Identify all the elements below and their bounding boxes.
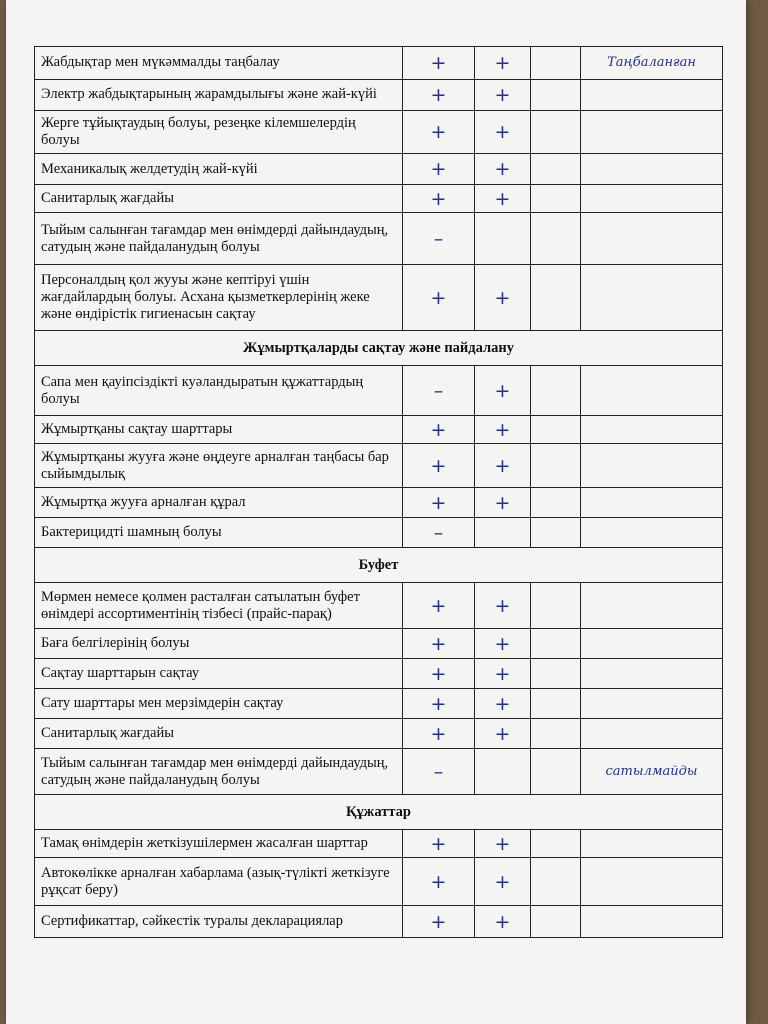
check-mark-1: + [403,858,475,906]
check-mark-2: + [475,830,531,858]
check-mark-1: + [403,906,475,938]
table-row [35,366,723,416]
check-mark-2: + [475,265,531,331]
check-mark-1: + [403,111,475,154]
check-mark-1: + [403,80,475,111]
check-mark-3 [531,830,581,858]
check-mark-3 [531,416,581,444]
table-row [35,265,723,331]
check-mark-1: – [403,366,475,416]
handwritten-note: Таңбаланған [581,47,723,80]
check-mark-2: + [475,629,531,659]
section-heading: Жұмыртқаларды сақтау және пайдалану [35,331,723,366]
check-mark-3 [531,906,581,938]
handwritten-note [581,111,723,154]
item-label: Электр жабдықтарының жарамдылығы және жай-күйі [35,80,403,111]
check-mark-3 [531,749,581,795]
handwritten-note [581,154,723,185]
check-mark-3 [531,213,581,265]
handwritten-note [581,80,723,111]
check-mark-2: + [475,154,531,185]
check-mark-3 [531,47,581,80]
check-mark-3 [531,185,581,213]
table-row [35,154,723,185]
item-label: Жерге тұйықтаудың болуы, резеңке кілемшелердің болуы [35,111,403,154]
handwritten-note [581,858,723,906]
check-mark-3 [531,659,581,689]
check-mark-2: + [475,366,531,416]
handwritten-note [581,518,723,548]
document-page [6,0,746,1024]
section-heading-row [35,548,723,583]
handwritten-note [581,416,723,444]
check-mark-1: + [403,185,475,213]
check-mark-3 [531,488,581,518]
check-mark-1: + [403,444,475,488]
table-row [35,111,723,154]
check-mark-1: + [403,830,475,858]
table-row [35,47,723,80]
check-mark-1: + [403,265,475,331]
check-mark-1: + [403,719,475,749]
check-mark-3 [531,444,581,488]
check-mark-1: – [403,749,475,795]
table-row [35,749,723,795]
check-mark-2: + [475,583,531,629]
section-heading-row [35,331,723,366]
item-label: Жұмыртқаны жууға және өңдеуге арналған таңбасы бар сыйымдылық [35,444,403,488]
table-row [35,629,723,659]
table-row [35,659,723,689]
item-label: Жұмыртқаны сақтау шарттары [35,416,403,444]
checklist-table [34,46,723,938]
check-mark-1: + [403,689,475,719]
check-mark-2 [475,518,531,548]
item-label: Персоналдың қол жууы және кептіруі үшін жағдайлардың болуы. Асхана қызметкерлерінің жеке және өндірістік гигиенасын сақтау [35,265,403,331]
item-label: Санитарлық жағдайы [35,719,403,749]
check-mark-3 [531,80,581,111]
check-mark-1: – [403,518,475,548]
check-mark-2: + [475,185,531,213]
table-row [35,185,723,213]
check-mark-1: + [403,47,475,80]
check-mark-3 [531,366,581,416]
check-mark-3 [531,518,581,548]
check-mark-1: + [403,488,475,518]
check-mark-2: + [475,858,531,906]
item-label: Сертификаттар, сәйкестік туралы декларациялар [35,906,403,938]
table-row [35,416,723,444]
check-mark-2: + [475,111,531,154]
table-row [35,906,723,938]
handwritten-note [581,629,723,659]
table-row [35,518,723,548]
item-label: Сапа мен қауіпсіздікті куәландыратын құжаттардың болуы [35,366,403,416]
check-mark-2: + [475,906,531,938]
check-mark-1: – [403,213,475,265]
check-mark-1: + [403,629,475,659]
item-label: Мөрмен немесе қолмен расталған сатылатын буфет өнімдері ассортиментінің тізбесі (прайс-парақ) [35,583,403,629]
section-heading: Буфет [35,548,723,583]
table-row [35,830,723,858]
check-mark-2: + [475,80,531,111]
check-mark-3 [531,265,581,331]
handwritten-note [581,719,723,749]
handwritten-note [581,583,723,629]
item-label: Бактерицидті шамның болуы [35,518,403,548]
check-mark-2 [475,749,531,795]
check-mark-3 [531,719,581,749]
check-mark-3 [531,154,581,185]
check-mark-3 [531,583,581,629]
section-heading: Құжаттар [35,795,723,830]
item-label: Тыйым салынған тағамдар мен өнімдерді дайындаудың, сатудың және пайдаланудың болуы [35,213,403,265]
item-label: Тыйым салынған тағамдар мен өнімдерді дайындаудың, сатудың және пайдаланудың болуы [35,749,403,795]
table-row [35,488,723,518]
check-mark-1: + [403,583,475,629]
check-mark-3 [531,858,581,906]
handwritten-note [581,906,723,938]
item-label: Тамақ өнімдерін жеткізушілермен жасалған шарттар [35,830,403,858]
handwritten-note [581,488,723,518]
table-row [35,213,723,265]
item-label: Санитарлық жағдайы [35,185,403,213]
item-label: Жабдықтар мен мүкәммалды таңбалау [35,47,403,80]
section-heading-row [35,795,723,830]
check-mark-1: + [403,154,475,185]
check-mark-2: + [475,659,531,689]
checklist-body [35,47,723,938]
handwritten-note: сатылмайды [581,749,723,795]
table-row [35,719,723,749]
check-mark-1: + [403,659,475,689]
table-row [35,858,723,906]
item-label: Механикалық желдетудің жай-күйі [35,154,403,185]
check-mark-3 [531,629,581,659]
check-mark-2: + [475,47,531,80]
table-row [35,444,723,488]
handwritten-note [581,185,723,213]
item-label: Жұмыртқа жууға арналған құрал [35,488,403,518]
check-mark-3 [531,689,581,719]
check-mark-2: + [475,719,531,749]
handwritten-note [581,265,723,331]
check-mark-3 [531,111,581,154]
item-label: Сату шарттары мен мерзімдерін сақтау [35,689,403,719]
handwritten-note [581,444,723,488]
item-label: Автокөлікке арналған хабарлама (азық-түлікті жеткізуге рұқсат беру) [35,858,403,906]
handwritten-note [581,366,723,416]
table-row [35,583,723,629]
check-mark-2: + [475,689,531,719]
table-row [35,80,723,111]
check-mark-2: + [475,488,531,518]
handwritten-note [581,213,723,265]
handwritten-note [581,689,723,719]
check-mark-2: + [475,416,531,444]
check-mark-2 [475,213,531,265]
item-label: Сақтау шарттарын сақтау [35,659,403,689]
check-mark-2: + [475,444,531,488]
handwritten-note [581,659,723,689]
handwritten-note [581,830,723,858]
table-row [35,689,723,719]
item-label: Баға белгілерінің болуы [35,629,403,659]
check-mark-1: + [403,416,475,444]
